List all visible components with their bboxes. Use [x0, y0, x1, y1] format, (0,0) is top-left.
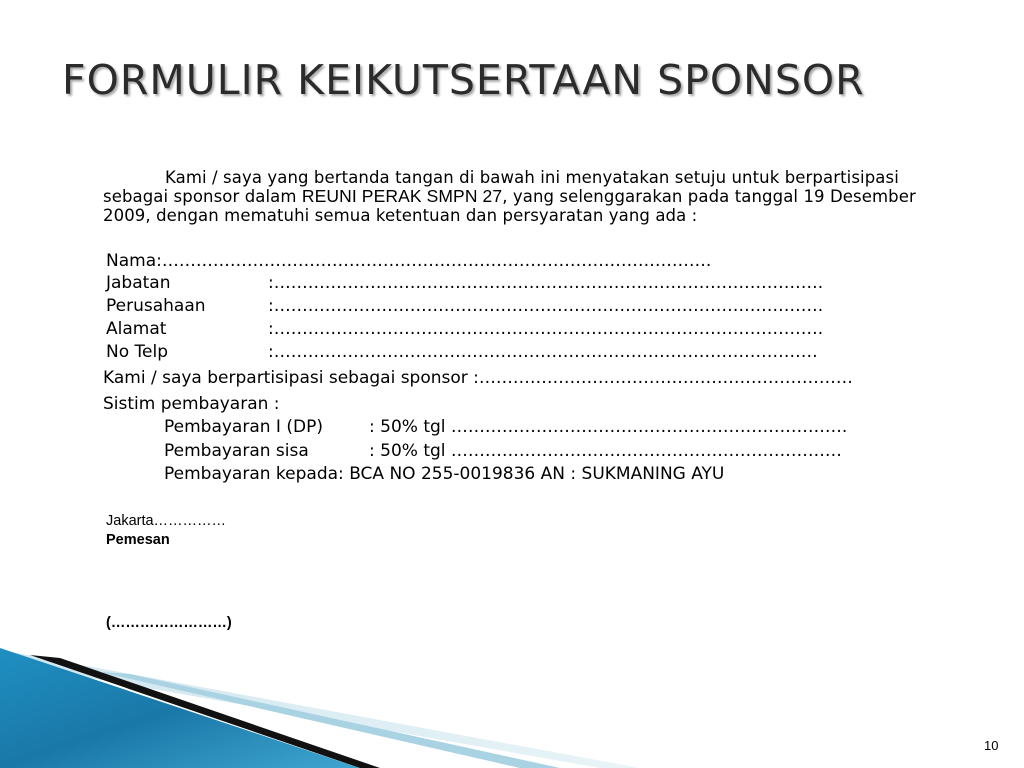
field-value: :…………………………………………………………………………………….	[268, 273, 824, 293]
field-value: :…………………………………………………………………………………….	[268, 296, 824, 316]
payment-heading: Sistim pembayaran :	[103, 394, 280, 414]
field-perusahaan	[106, 295, 824, 317]
field-label: Nama	[106, 251, 157, 271]
field-value: :…………………………………………………………………………………….	[156, 251, 712, 271]
payment-label: Pembayaran I (DP)	[164, 417, 323, 437]
payment-value: : 50% tgl …………………………………………………………….	[369, 417, 848, 437]
slide-title: FORMULIR KEIKUTSERTAAN SPONSOR	[62, 56, 865, 104]
field-nama	[106, 250, 711, 272]
payment-to-value: BCA NO 255-0019836 AN : SUKMANING AYU	[349, 464, 725, 484]
field-value: :…………………………………………………………………………………….	[268, 319, 824, 339]
field-jabatan	[106, 272, 824, 294]
field-label: Alamat	[106, 319, 167, 339]
field-label: No Telp	[106, 342, 168, 362]
payment-to-label: Pembayaran kepada:	[164, 464, 350, 484]
field-value: :……………………………………………………………………………………	[268, 342, 818, 362]
signature-place: Jakarta……………	[106, 513, 227, 529]
signature-role: Pemesan	[106, 532, 170, 548]
payment-label: Pembayaran sisa	[164, 441, 309, 461]
payment-row-sisa	[164, 440, 842, 462]
event-name: REUNI PERAK SMPN 27	[301, 186, 503, 206]
payment-value: : 50% tgl ……………………………………………………………	[369, 441, 842, 461]
page-number: 10	[984, 738, 999, 753]
intro-text-before: Kami / saya yang bertanda tangan di bawah ini menyatakan setuju untuk berpartisipasi sebagai sponsor dalam	[103, 168, 899, 206]
intro-text-after: , yang selenggarakan pada tanggal 19 Desember 2009, dengan mematuhi semua ketentuan dan persyaratan yang ada :	[103, 187, 916, 225]
payment-row-dp	[164, 416, 847, 438]
field-label: Perusahaan	[106, 296, 206, 316]
field-alamat	[106, 318, 824, 340]
field-label: Jabatan	[106, 273, 171, 293]
signature-name-placeholder: (……………………)	[106, 615, 232, 631]
field-no-telp	[106, 341, 818, 363]
intro-paragraph	[103, 168, 963, 225]
payment-to	[164, 463, 724, 485]
sponsor-line: Kami / saya berpartisipasi sebagai sponsor :…………………………………………………………	[103, 368, 853, 388]
